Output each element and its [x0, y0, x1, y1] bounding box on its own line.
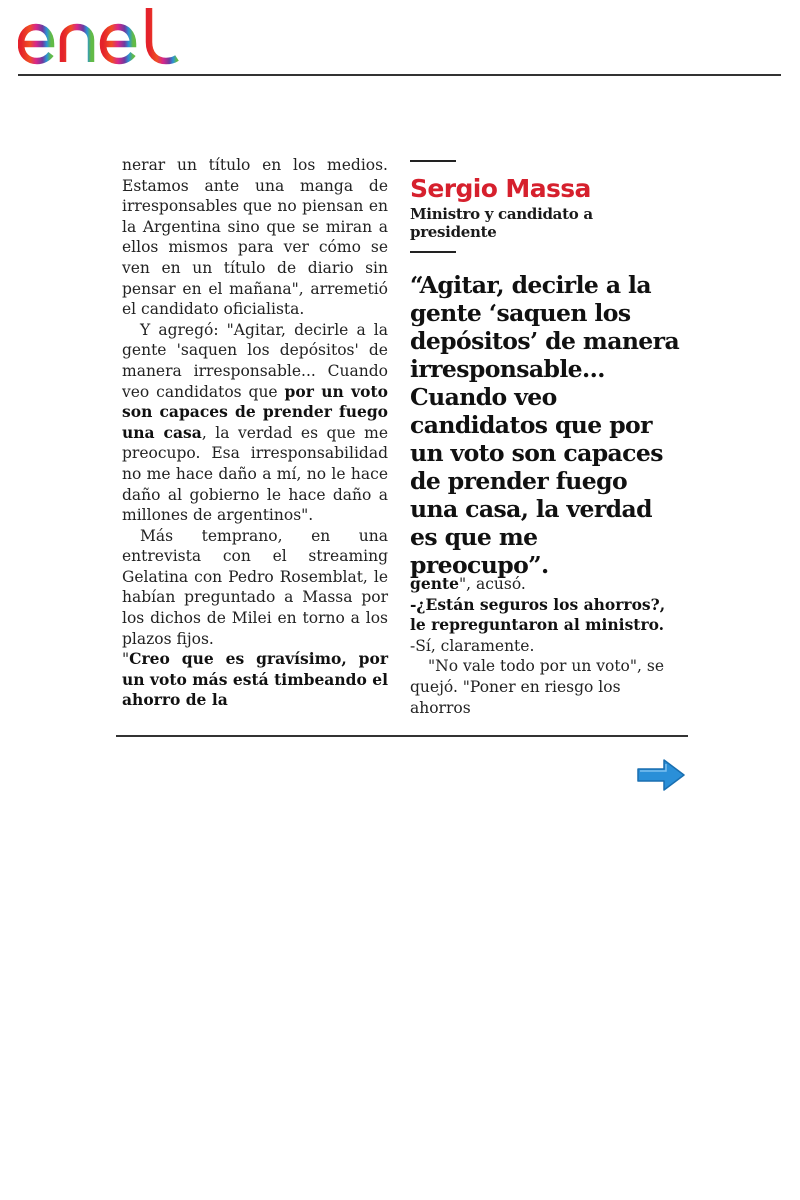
quote-box	[410, 160, 682, 579]
quote-rule-bottom	[410, 251, 456, 253]
quote-author-name: Sergio Massa	[410, 174, 591, 203]
article-right-column	[410, 574, 682, 718]
paragraph	[410, 595, 682, 636]
paragraph	[410, 574, 682, 595]
quote-author-role: Ministro y candidato a presidente	[410, 205, 593, 241]
highlight-text: por un voto son capaces de prender fuego una casa	[122, 381, 388, 442]
arrow-right-icon[interactable]	[636, 758, 686, 792]
highlight-text: gente	[410, 574, 459, 593]
text-run: , la verdad es que me preocupo. Esa irresponsabilidad no me hace daño a mí, no le hace daño al gobierno le hace daño a millones de argentinos".	[122, 423, 388, 525]
paragraph: "No vale todo por un voto", se quejó. "Poner en riesgo los ahorros	[410, 657, 664, 717]
text-run: "	[122, 650, 130, 669]
highlight-text: Creo que es gravísimo, por un voto más está timbeando el ahorro de la	[122, 649, 388, 710]
article-left-column	[122, 155, 388, 711]
paragraph	[122, 649, 388, 711]
enel-logo	[18, 4, 180, 68]
paragraph: Más temprano, en una entrevista con el streaming Gelatina con Pedro Rosemblat, le habían preguntado a Massa por los dichos de Milei en torno a los plazos fijos.	[122, 526, 388, 648]
header-divider	[18, 74, 781, 76]
text-run: ", acusó.	[459, 575, 526, 593]
pull-quote: “Agitar, decirle a la gente ‘saquen los depósitos’ de manera irresponsable... Cuando veo candidatos que por un voto son capaces de prender fuego una casa, la verdad es que me preocupo”.	[410, 271, 680, 579]
quote-rule-top	[410, 160, 456, 162]
text-run: Y agregó: "Agitar, decirle a la gente 'saquen los depósitos' de manera irresponsable... Cuando veo candidatos que	[122, 320, 388, 401]
question-text: -¿Están seguros los ahorros?, le repreguntaron al ministro.	[410, 594, 666, 635]
paragraph: nerar un título en los medios. Estamos ante una manga de irresponsables que no piensan en la Argentina sino que se miran a ellos mismos para ver cómo se ven en un título de diario sin pensar en el mañana", arremetió el candidato oficialista.	[122, 156, 388, 319]
footer-divider	[116, 735, 688, 737]
paragraph	[122, 320, 388, 526]
paragraph: -Sí, claramente.	[410, 636, 535, 655]
